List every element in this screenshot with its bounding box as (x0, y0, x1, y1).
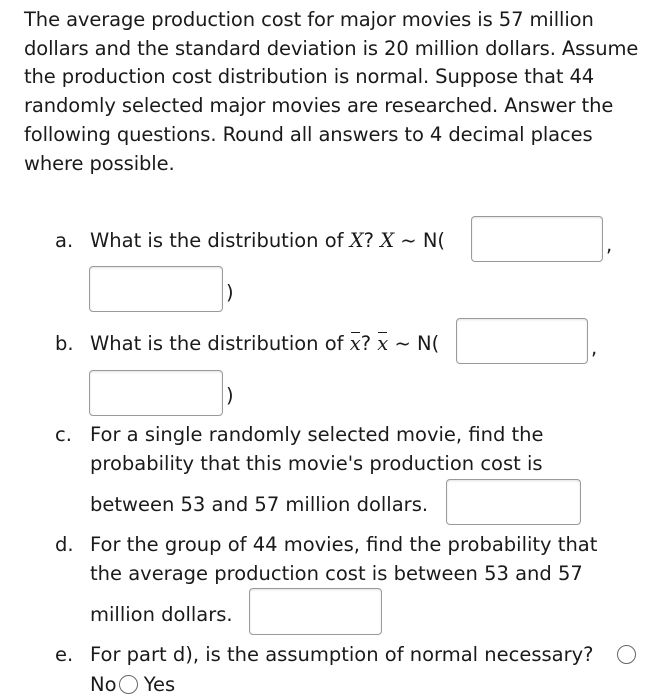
question-b-sd-input[interactable] (89, 370, 223, 416)
question-a-mean-input[interactable] (471, 216, 603, 262)
option-no-label[interactable]: No (90, 673, 117, 696)
question-b-text (90, 329, 439, 358)
question-b-comma: , (591, 336, 598, 359)
option-yes-label[interactable]: Yes (143, 673, 176, 696)
question-d-line-1: For the group of 44 movies, find the probability that (90, 533, 598, 556)
question-c-line-2: probability that this movie's production cost is (90, 452, 543, 475)
question-b-variable-xbar: x (350, 329, 361, 358)
question-b-qmark: ? (360, 332, 372, 355)
question-b-prompt: What is the distribution of (90, 332, 344, 355)
question-d-line-3: million dollars. (90, 603, 233, 626)
question-d-line-2: the average production cost is between 53 and 57 (90, 562, 583, 585)
question-c-line-3: between 53 and 57 million dollars. (90, 493, 429, 516)
question-b-letter: b. (55, 332, 74, 355)
question-b-close-paren: ) (226, 384, 234, 407)
question-a-prompt: What is the distribution of (90, 229, 344, 252)
question-d-letter: d. (55, 533, 74, 556)
question-d-answer-input[interactable] (249, 588, 382, 635)
question-b-mean-input[interactable] (456, 318, 588, 364)
question-e-letter: e. (55, 643, 74, 666)
question-a-sd-input[interactable] (89, 266, 223, 312)
question-a-variable: X (349, 229, 364, 252)
question-a-tilde: ~ (400, 229, 417, 252)
question-b-variable-xbar-2: x (377, 329, 388, 358)
radio-yes-button[interactable] (119, 675, 138, 694)
problem-statement: The average production cost for major movies is 57 million dollars and the standard deviation is 20 million dollars. Assume the production cost distribution is normal. Suppose that 44 randomly selected major movies are researched. Answer the following questions. Round all answers to 4 decimal places where possible. (24, 8, 639, 175)
question-c-line-1: For a single randomly selected movie, find the (90, 423, 544, 446)
question-b-tilde: ~ (394, 332, 411, 355)
question-a-normal: N( (422, 229, 446, 252)
question-c-letter: c. (55, 423, 72, 446)
question-a-comma: , (606, 233, 613, 256)
question-e-line-1: For part d), is the assumption of normal necessary? (90, 643, 594, 666)
question-a-text (90, 226, 445, 255)
radio-no-button[interactable] (617, 645, 636, 664)
question-a-letter: a. (55, 229, 74, 252)
question-b-normal: N( (417, 332, 440, 355)
question-e-options (90, 670, 175, 699)
question-c-answer-input[interactable] (446, 479, 581, 525)
question-a-close-paren: ) (226, 281, 234, 304)
question-a-variable-2: X (380, 229, 395, 252)
question-a-qmark: ? (363, 229, 374, 252)
